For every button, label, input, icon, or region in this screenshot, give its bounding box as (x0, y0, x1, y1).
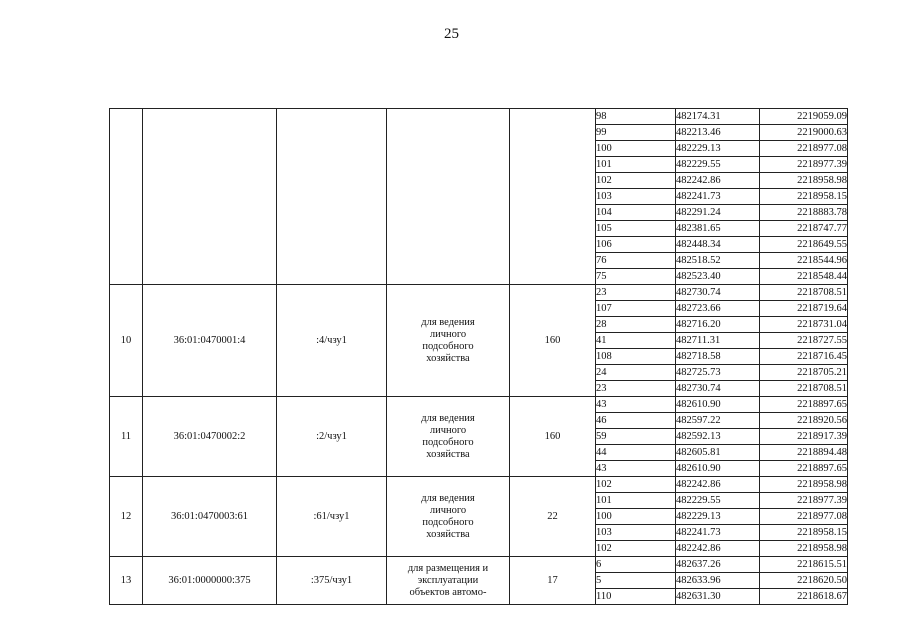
point-number-cell: 44 (596, 445, 676, 461)
x-coordinate-cell: 482242.86 (676, 173, 760, 189)
permitted-use-cell (387, 397, 510, 477)
y-coordinate-cell: 2218977.08 (760, 509, 848, 525)
point-number-cell: 103 (596, 525, 676, 541)
permitted-use-line: личного (429, 328, 467, 340)
land-plots-table (109, 108, 848, 605)
point-number-cell: 5 (596, 573, 676, 589)
point-number-cell: 76 (596, 253, 676, 269)
x-coordinate-cell: 482229.55 (676, 157, 760, 173)
y-coordinate-cell: 2218620.50 (760, 573, 848, 589)
x-coordinate-cell: 482213.46 (676, 125, 760, 141)
permitted-use-cell (387, 285, 510, 397)
x-coordinate-cell: 482716.20 (676, 317, 760, 333)
y-coordinate-cell: 2218544.96 (760, 253, 848, 269)
cadastral-number-cell: 36:01:0470003:61 (143, 477, 277, 557)
y-coordinate-cell: 2219000.63 (760, 125, 848, 141)
y-coordinate-cell: 2218958.98 (760, 541, 848, 557)
y-coordinate-cell: 2218894.48 (760, 445, 848, 461)
point-number-cell: 107 (596, 301, 676, 317)
point-number-cell: 23 (596, 285, 676, 301)
y-coordinate-cell: 2218705.21 (760, 365, 848, 381)
point-number-cell: 100 (596, 141, 676, 157)
x-coordinate-cell: 482229.13 (676, 509, 760, 525)
point-number-cell: 106 (596, 237, 676, 253)
x-coordinate-cell: 482242.86 (676, 541, 760, 557)
x-coordinate-cell: 482610.90 (676, 397, 760, 413)
x-coordinate-cell: 482723.66 (676, 301, 760, 317)
point-number-cell: 6 (596, 557, 676, 573)
x-coordinate-cell: 482610.90 (676, 461, 760, 477)
x-coordinate-cell: 482291.24 (676, 205, 760, 221)
y-coordinate-cell: 2218897.65 (760, 461, 848, 477)
y-coordinate-cell: 2218958.15 (760, 189, 848, 205)
x-coordinate-cell: 482241.73 (676, 189, 760, 205)
y-coordinate-cell: 2218708.51 (760, 285, 848, 301)
y-coordinate-cell: 2218958.15 (760, 525, 848, 541)
y-coordinate-cell: 2218727.55 (760, 333, 848, 349)
y-coordinate-cell: 2218615.51 (760, 557, 848, 573)
point-number-cell: 102 (596, 541, 676, 557)
x-coordinate-cell: 482730.74 (676, 285, 760, 301)
record-number-cell: 10 (110, 285, 143, 397)
permitted-use-line: личного (429, 504, 467, 516)
y-coordinate-cell: 2218708.51 (760, 381, 848, 397)
x-coordinate-cell: 482730.74 (676, 381, 760, 397)
x-coordinate-cell: 482229.55 (676, 493, 760, 509)
x-coordinate-cell: 482725.73 (676, 365, 760, 381)
x-coordinate-cell: 482241.73 (676, 525, 760, 541)
x-coordinate-cell: 482229.13 (676, 141, 760, 157)
parcel-designation-cell: :4/чзу1 (277, 285, 387, 397)
point-number-cell: 23 (596, 381, 676, 397)
area-cell: 160 (510, 285, 596, 397)
empty-cell (143, 109, 277, 285)
point-number-cell: 100 (596, 509, 676, 525)
empty-cell (110, 109, 143, 285)
y-coordinate-cell: 2219059.09 (760, 109, 848, 125)
permitted-use-cell (387, 477, 510, 557)
record-number-cell: 11 (110, 397, 143, 477)
empty-cell (277, 109, 387, 285)
point-number-cell: 75 (596, 269, 676, 285)
x-coordinate-cell: 482597.22 (676, 413, 760, 429)
x-coordinate-cell: 482711.31 (676, 333, 760, 349)
area-cell: 22 (510, 477, 596, 557)
permitted-use-line: хозяйства (426, 352, 470, 364)
permitted-use-line: объектов автомо- (409, 586, 487, 598)
y-coordinate-cell: 2218716.45 (760, 349, 848, 365)
page-number: 25 (444, 26, 459, 42)
y-coordinate-cell: 2218731.04 (760, 317, 848, 333)
y-coordinate-cell: 2218649.55 (760, 237, 848, 253)
y-coordinate-cell: 2218977.08 (760, 141, 848, 157)
y-coordinate-cell: 2218618.67 (760, 589, 848, 605)
area-cell: 17 (510, 557, 596, 605)
cadastral-number-cell: 36:01:0470001:4 (143, 285, 277, 397)
empty-cell (510, 109, 596, 285)
permitted-use-line: хозяйства (426, 448, 470, 460)
point-number-cell: 43 (596, 397, 676, 413)
x-coordinate-cell: 482381.65 (676, 221, 760, 237)
cadastral-number-cell: 36:01:0000000:375 (143, 557, 277, 605)
x-coordinate-cell: 482523.40 (676, 269, 760, 285)
x-coordinate-cell: 482448.34 (676, 237, 760, 253)
y-coordinate-cell: 2218958.98 (760, 173, 848, 189)
record-number-cell: 13 (110, 557, 143, 605)
point-number-cell: 98 (596, 109, 676, 125)
y-coordinate-cell: 2218977.39 (760, 157, 848, 173)
permitted-use-cell (387, 557, 510, 605)
parcel-designation-cell: :2/чзу1 (277, 397, 387, 477)
x-coordinate-cell: 482174.31 (676, 109, 760, 125)
permitted-use-line: для размещения и (407, 562, 489, 574)
point-number-cell: 105 (596, 221, 676, 237)
point-number-cell: 46 (596, 413, 676, 429)
parcel-designation-cell: :61/чзу1 (277, 477, 387, 557)
x-coordinate-cell: 482242.86 (676, 477, 760, 493)
area-cell: 160 (510, 397, 596, 477)
point-number-cell: 110 (596, 589, 676, 605)
y-coordinate-cell: 2218958.98 (760, 477, 848, 493)
point-number-cell: 101 (596, 493, 676, 509)
point-number-cell: 102 (596, 173, 676, 189)
table-row (110, 557, 848, 573)
x-coordinate-cell: 482605.81 (676, 445, 760, 461)
empty-cell (387, 109, 510, 285)
y-coordinate-cell: 2218977.39 (760, 493, 848, 509)
point-number-cell: 99 (596, 125, 676, 141)
y-coordinate-cell: 2218917.39 (760, 429, 848, 445)
parcel-designation-cell: :375/чзу1 (277, 557, 387, 605)
point-number-cell: 59 (596, 429, 676, 445)
y-coordinate-cell: 2218883.78 (760, 205, 848, 221)
x-coordinate-cell: 482518.52 (676, 253, 760, 269)
point-number-cell: 43 (596, 461, 676, 477)
point-number-cell: 103 (596, 189, 676, 205)
permitted-use-line: хозяйства (426, 528, 470, 540)
table-body (110, 109, 848, 605)
y-coordinate-cell: 2218719.64 (760, 301, 848, 317)
cadastral-number-cell: 36:01:0470002:2 (143, 397, 277, 477)
permitted-use-line: для ведения (421, 492, 475, 504)
x-coordinate-cell: 482592.13 (676, 429, 760, 445)
permitted-use-line: подсобного (422, 340, 474, 352)
y-coordinate-cell: 2218548.44 (760, 269, 848, 285)
table-row (110, 477, 848, 493)
x-coordinate-cell: 482631.30 (676, 589, 760, 605)
point-number-cell: 108 (596, 349, 676, 365)
permitted-use-line: подсобного (422, 516, 474, 528)
x-coordinate-cell: 482637.26 (676, 557, 760, 573)
permitted-use-line: эксплуатации (417, 574, 479, 586)
point-number-cell: 102 (596, 477, 676, 493)
permitted-use-line: для ведения (421, 412, 475, 424)
y-coordinate-cell: 2218747.77 (760, 221, 848, 237)
point-number-cell: 24 (596, 365, 676, 381)
permitted-use-line: личного (429, 424, 467, 436)
record-number-cell: 12 (110, 477, 143, 557)
table-row (110, 397, 848, 413)
y-coordinate-cell: 2218920.56 (760, 413, 848, 429)
point-number-cell: 28 (596, 317, 676, 333)
point-number-cell: 41 (596, 333, 676, 349)
x-coordinate-cell: 482633.96 (676, 573, 760, 589)
point-number-cell: 104 (596, 205, 676, 221)
permitted-use-line: для ведения (421, 316, 475, 328)
table-row (110, 109, 848, 125)
y-coordinate-cell: 2218897.65 (760, 397, 848, 413)
permitted-use-line: подсобного (422, 436, 474, 448)
x-coordinate-cell: 482718.58 (676, 349, 760, 365)
table-row (110, 285, 848, 301)
point-number-cell: 101 (596, 157, 676, 173)
